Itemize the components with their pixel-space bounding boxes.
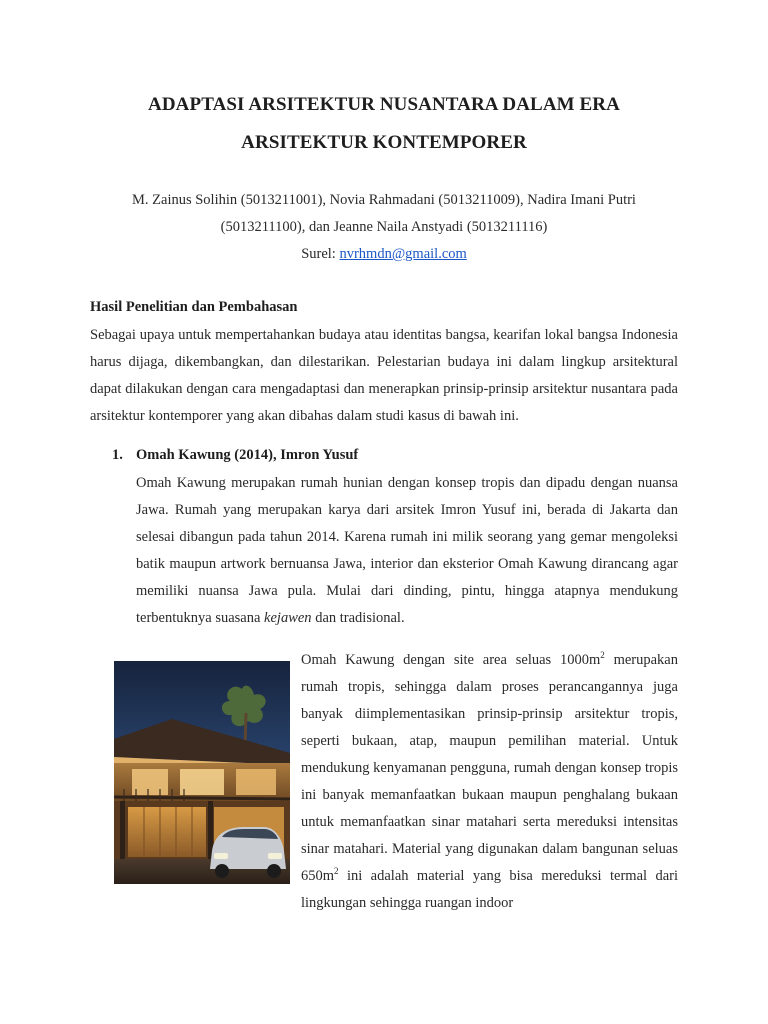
superscript-2: 2	[600, 650, 605, 661]
paragraph-text-end: dan tradisional.	[311, 610, 405, 626]
section-heading: Hasil Penelitian dan Pembahasan	[90, 299, 298, 315]
email-line	[0, 246, 768, 263]
intro-paragraph: Sebagai upaya untuk mempertahankan budaya atau identitas bangsa, kearifan lokal bangsa Indonesia harus dijaga, dikembangkan, dan dilestarikan. Pelestarian budaya ini dalam lingkup arsitektural dapat dilakukan dengan cara mengadaptasi dan menerapkan prinsip-prinsip arsitektur nusantara pada arsitektur kontemporer yang akan dibahas dalam studi kasus di bawah ini.	[90, 327, 678, 424]
paper-title-line-1: ADAPTASI ARSITEKTUR NUSANTARA DALAM ERA	[148, 94, 620, 115]
case-study-title: Omah Kawung (2014), Imron Yusuf	[136, 447, 359, 463]
italic-term: kejawen	[264, 610, 312, 626]
case-study-paragraph-1	[136, 470, 678, 632]
omah-kawung-photo	[114, 661, 290, 884]
list-number: 1.	[112, 447, 123, 463]
paragraph-text-a: Omah Kawung dengan site area seluas 1000m	[301, 652, 601, 668]
paragraph-text-c: ini adalah material yang bisa mereduksi termal dari lingkungan sehingga ruangan indoor	[301, 868, 678, 911]
authors-line-2: (5013211100), dan Jeanne Naila Anstyadi (5013211116)	[220, 219, 548, 235]
paragraph-text-b: merupakan rumah tropis, sehingga dalam proses perancangannya juga banyak diimplementasikan prinsip-prinsip arsitektur tropis, seperti bukaan, atap, maupun pemilihan material. Untuk mendukung kenyamanan pengguna, rumah dengan konsep tropis ini banyak memanfaatkan bukaan maupun penghalang bukaan untuk memanfaatkan sinar matahari serta mereduksi intensitas sinar matahari. Material yang digunakan dalam bangunan seluas 650m	[301, 652, 678, 884]
case-study-paragraph-2	[301, 647, 678, 917]
email-link[interactable]: nvrhmdn@gmail.com	[339, 246, 467, 262]
paragraph-text: Omah Kawung merupakan rumah hunian dengan konsep tropis dan dipadu dengan nuansa Jawa. Rumah yang merupakan karya dari arsitek Imron Yusuf ini, berada di Jakarta dan selesai dibangun pada tahun 2014. Karena rumah ini milik seorang yang gemar mengoleksi batik maupun artwork bernuansa Jawa, interior dan eksterior Omah Kawung dirancang agar memiliki nuansa Jawa pula. Mulai dari dinding, pintu, hingga atapnya mendukung terbentuknya suasana	[136, 475, 678, 626]
paper-title-line-2: ARSITEKTUR KONTEMPORER	[241, 132, 527, 153]
authors-line-1: M. Zainus Solihin (5013211001), Novia Rahmadani (5013211009), Nadira Imani Putri	[132, 192, 636, 208]
email-label: Surel:	[301, 246, 340, 262]
superscript-2b: 2	[334, 866, 339, 877]
